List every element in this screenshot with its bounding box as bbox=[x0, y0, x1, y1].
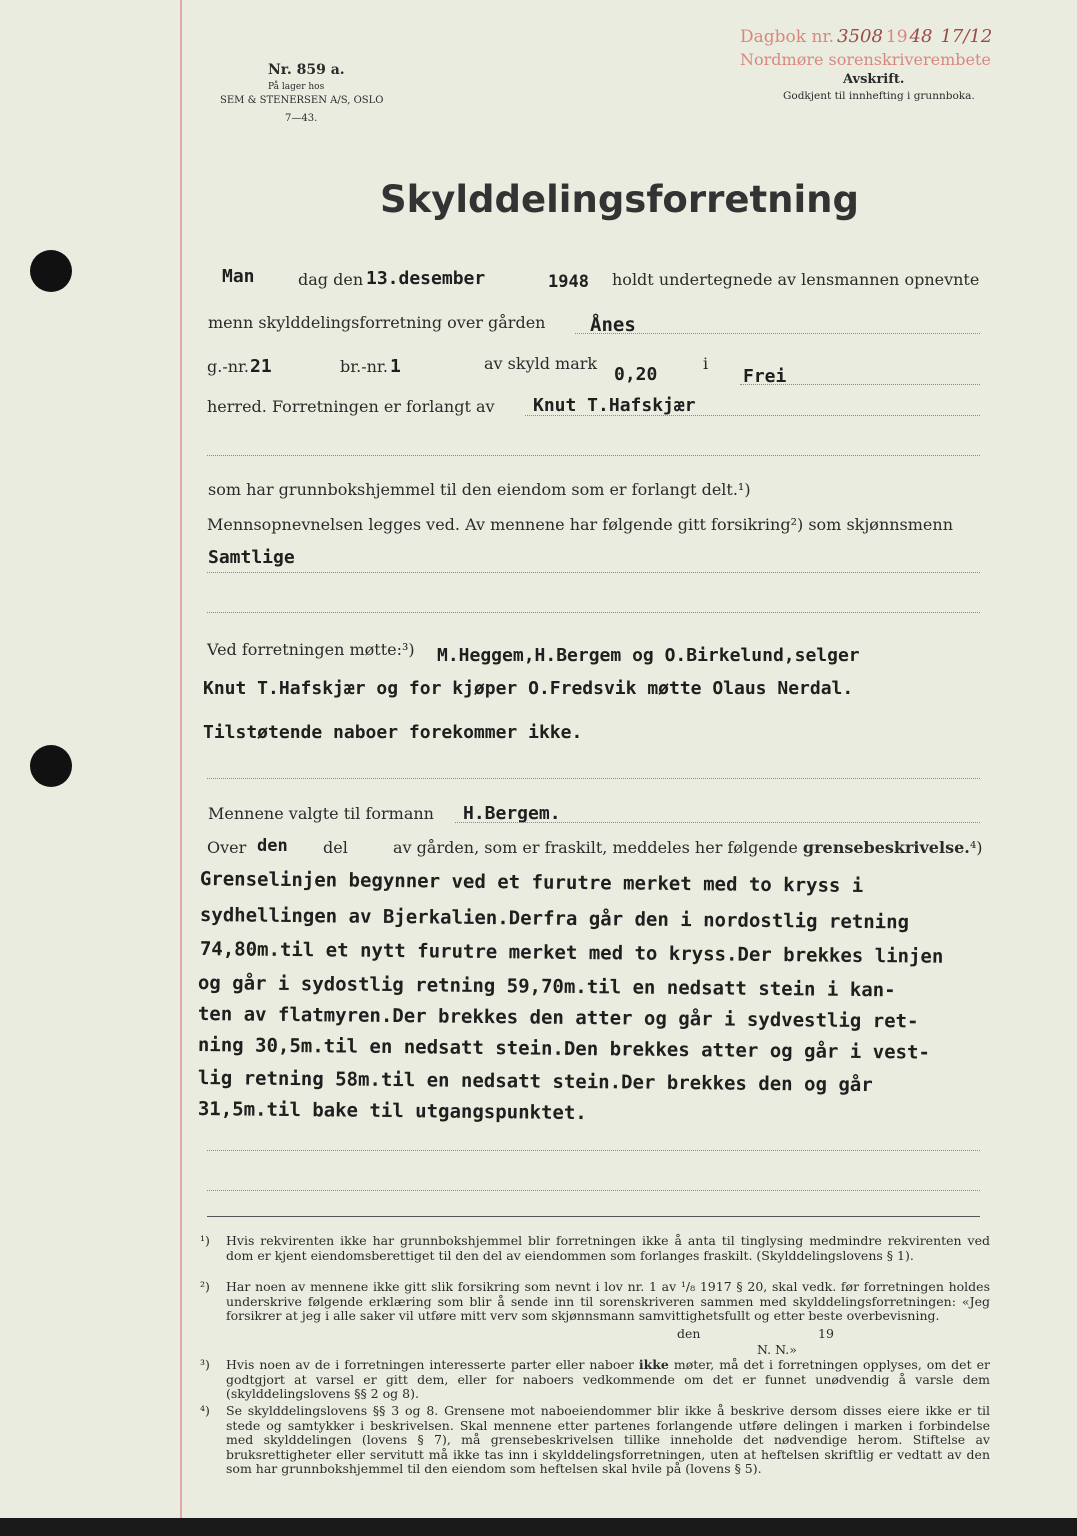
date-handwritten: 17/12 bbox=[940, 26, 993, 47]
footnote-3 bbox=[200, 1358, 990, 1402]
attendance-fill-3: Tilstøtende naboer forekommer ikke. bbox=[203, 722, 583, 743]
over-rest bbox=[393, 838, 982, 857]
footnote-4-text: Se skylddelingslovens §§ 3 og 8. Grensene mot naboeiendommer blir ikke å beskrive dersom disses eiere ikke er til stede og samtykker i beskrivelsen. Skal mennene etter partenes forlangende utføre delingen i marken i forbindelse med skylddelingen (lovens § 7), må grensebeskrivelsen tillike inneholde det nødvendige herom. Stiftelse av bruksrettigheter eller servitutt må ikke tas inn i skylddelingsforretningen, uten at heftelsen skriftlig er vedtatt av den som har grunnbokshjemmel til den eiendom som heftelsen skal hvile på (lovens § 5). bbox=[226, 1403, 990, 1477]
rule-blank-4 bbox=[207, 1150, 980, 1151]
footnote-4 bbox=[200, 1404, 990, 1477]
skjonnsmenn-fill: Samtlige bbox=[208, 547, 295, 568]
dagbok-label: Dagbok nr. bbox=[740, 27, 835, 47]
del-label: del bbox=[323, 838, 348, 857]
publisher-line-1: På lager hos bbox=[268, 82, 325, 92]
footnote-3-mark: ³) bbox=[200, 1357, 210, 1372]
line2-text: menn skylddelingsforretning over gården bbox=[208, 313, 546, 332]
grensebeskrivelse-label: grensebeskrivelse. bbox=[802, 838, 970, 857]
dagbok-number: 3508 bbox=[837, 26, 883, 47]
requester-fill: Knut T.Hafskjær bbox=[533, 395, 696, 416]
footnote-3-text-a: Hvis noen av de i forretningen interesserte parter eller naboer bbox=[226, 1357, 634, 1372]
boundary-line-2: sydhellingen av Bjerkalien.Derfra går den i nordostlig retning bbox=[199, 904, 910, 934]
footnote-2-den: den bbox=[677, 1326, 701, 1341]
formann-fill: H.Bergem. bbox=[463, 803, 561, 824]
gnr-label: g.-nr. bbox=[207, 357, 250, 376]
skyld-fill: 0,20 bbox=[614, 364, 658, 385]
over-label: Over bbox=[207, 838, 247, 857]
farm-fill: Ånes bbox=[590, 314, 636, 336]
footnote-2-year: 19 bbox=[818, 1326, 834, 1341]
boundary-line-1: Grenselinjen begynner ved et furutre merket med to kryss i bbox=[199, 868, 864, 897]
place-fill: Frei bbox=[743, 366, 787, 387]
line5-text: som har grunnbokshjemmel til den eiendom som er forlangt delt.¹) bbox=[208, 480, 751, 499]
boundary-line-3: 74,80m.til et nytt furutre merket med to kryss.Der brekkes linjen bbox=[199, 938, 944, 968]
margin-line bbox=[180, 0, 182, 1518]
boundary-line-4: og går i sydostlig retning 59,70m.til en nedsatt stein i kan- bbox=[197, 972, 896, 1002]
attendance-fill-2: Knut T.Hafskjær og for kjøper O.Fredsvik møtte Olaus Nerdal. bbox=[203, 678, 854, 699]
form-number: Nr. 859 a. bbox=[268, 62, 345, 78]
footnote-2-nn: N. N.» bbox=[757, 1342, 797, 1357]
footnote-3-text-b: møter, må det i forretningen opplyses, om det er godtgjort at varsel er gitt dem, eller for naboers vedkommende om det er funnet unødvendig å varsle dem (skylddelingslovens §§ 2 og 8). bbox=[226, 1357, 990, 1402]
boundary-line-5: ten av flatmyren.Der brekkes den atter og går i sydvestlig ret- bbox=[197, 1003, 919, 1033]
rule-formann bbox=[455, 822, 980, 823]
approved-note: Godkjent til innhefting i grunnboka. bbox=[783, 90, 975, 102]
footnote-3-bold: ikke bbox=[638, 1357, 669, 1372]
i-label: i bbox=[703, 354, 709, 373]
dag-den-label: dag den bbox=[298, 270, 364, 289]
year-prefix: 19 bbox=[885, 27, 908, 47]
attendance-label: Ved forretningen møtte:³) bbox=[207, 640, 415, 659]
rule-place bbox=[740, 384, 980, 385]
year-fill: 1948 bbox=[548, 272, 589, 292]
dagbok-stamp bbox=[740, 26, 992, 47]
bnr-label: br.-nr. bbox=[340, 357, 388, 376]
skyld-label: av skyld mark bbox=[484, 354, 598, 373]
rule-blank-5 bbox=[207, 1190, 980, 1191]
date-fill: 13.desember bbox=[366, 268, 486, 289]
line6-text: Mennsopnevnelsen legges ved. Av mennene har følgende gitt forsikring²) som skjønnsmenn bbox=[207, 515, 954, 534]
punch-hole-top bbox=[30, 250, 72, 292]
gnr-fill: 21 bbox=[250, 356, 272, 377]
weekday-fill: Man bbox=[222, 266, 255, 287]
boundary-line-7: lig retning 58m.til en nedsatt stein.Der brekkes den og går bbox=[197, 1067, 873, 1097]
rule-blank-1 bbox=[207, 455, 980, 456]
rule-blank-2 bbox=[207, 612, 980, 613]
footnote-1-mark: ¹) bbox=[200, 1233, 210, 1248]
rule-requester bbox=[525, 415, 980, 416]
formann-label: Mennene valgte til formann bbox=[208, 804, 434, 823]
footnote-1 bbox=[200, 1234, 990, 1263]
boundary-line-8: 31,5m.til bake til utgangspunktet. bbox=[197, 1098, 587, 1125]
rule-skjonnsmenn bbox=[207, 572, 980, 573]
punch-hole-bottom bbox=[30, 745, 72, 787]
boundary-line-6: ning 30,5m.til en nedsatt stein.Den brekkes atter og går i vest- bbox=[197, 1034, 931, 1064]
over-den-fill: den bbox=[257, 836, 288, 856]
footnote-separator bbox=[207, 1216, 980, 1217]
footnote-2-mark: ²) bbox=[200, 1279, 210, 1294]
over-sup: ⁴) bbox=[969, 838, 983, 857]
footnote-1-text: Hvis rekvirenten ikke har grunnbokshjemmel blir forretningen ikke å anta til tinglysing medmindre rekvirenten ved dom er kjent eiendomsberettiget til den del av eiendommen som forlanges fraskilt. (Skylddelingslovens § 1). bbox=[226, 1233, 990, 1263]
over-rest-text: av gården, som er fraskilt, meddeles her følgende bbox=[393, 838, 798, 857]
document-title: Skylddelingsforretning bbox=[380, 178, 859, 221]
office-stamp: Nordmøre sorenskriverembete bbox=[740, 50, 991, 69]
form-date-code: 7—43. bbox=[285, 113, 318, 124]
rule-blank-3 bbox=[207, 778, 980, 779]
publisher-line-2: SEM & STENERSEN A/S, OSLO bbox=[220, 95, 384, 106]
avskrift-label: Avskrift. bbox=[843, 72, 905, 87]
line-date bbox=[222, 266, 255, 287]
line1-rest: holdt undertegnede av lensmannen opnevnte bbox=[612, 270, 980, 289]
year-suffix: 48 bbox=[909, 26, 933, 47]
line4-text: herred. Forretningen er forlangt av bbox=[207, 397, 495, 416]
footnote-2-text: Har noen av mennene ikke gitt slik forsikring som nevnt i lov nr. 1 av ¹/₈ 1917 § 20, skal vedk. før forretningen holdes underskrive følgende erklæring som blir å sende inn til sorenskriveren sammen med skylddelingsforretningen: «Jeg forsikrer at jeg i alle saker vil utføre mitt verv som skjønnsmann samvittighetsfullt og etter beste overbevisning. bbox=[226, 1279, 990, 1324]
attendance-fill-1: M.Heggem,H.Bergem og O.Birkelund,selger bbox=[437, 645, 860, 666]
footnote-2 bbox=[200, 1280, 990, 1324]
footnote-4-mark: ⁴) bbox=[200, 1403, 210, 1418]
bnr-fill: 1 bbox=[390, 356, 401, 377]
rule-farm bbox=[575, 333, 980, 334]
